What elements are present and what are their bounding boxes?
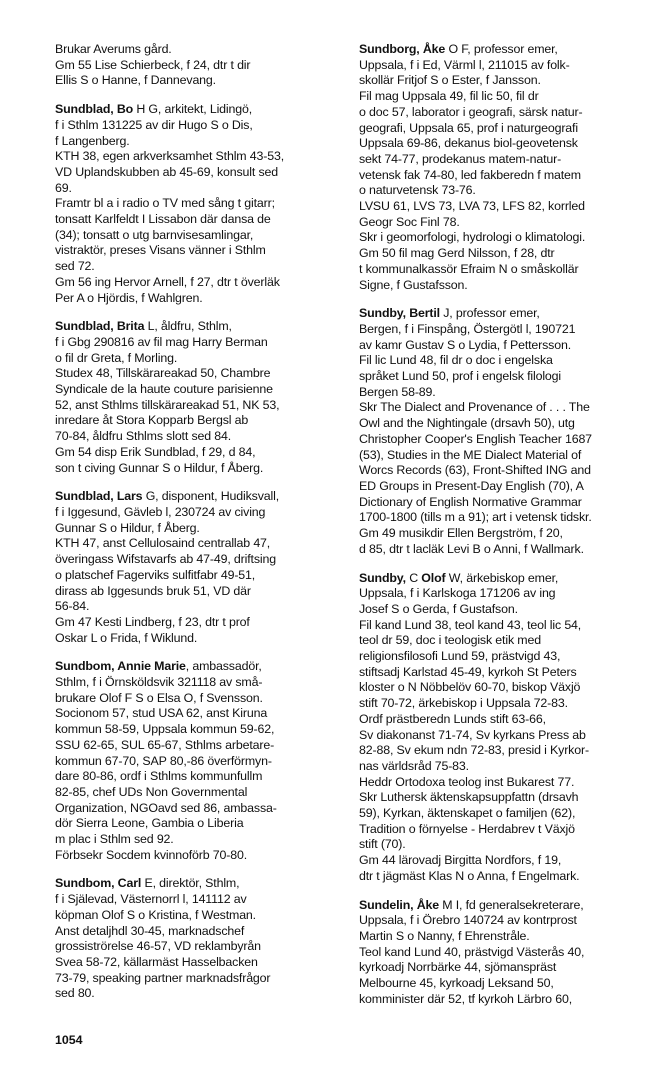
entry-line	[359, 42, 655, 58]
entry-text: 82-85, chef UDs Non Governmental	[55, 784, 248, 799]
biography-entry	[55, 319, 350, 476]
entry-line	[55, 366, 350, 382]
biography-entry	[55, 876, 350, 1002]
entry-line	[55, 584, 350, 600]
entry-line	[55, 73, 350, 89]
biography-entry	[55, 659, 350, 863]
entry-text: f i Iggesund, Gävleb l, 230724 av civing	[55, 504, 266, 519]
entry-text: 56-84.	[55, 599, 90, 614]
entry-line	[55, 631, 350, 647]
entry-line	[55, 505, 350, 521]
entry-name: Sundblad, Brita	[55, 319, 145, 334]
entry-line	[55, 398, 350, 414]
entry-line	[359, 215, 655, 231]
entry-line	[359, 400, 655, 416]
entry-text: E, direktör, Sthlm,	[141, 876, 240, 891]
entry-line	[55, 832, 350, 848]
entry-text: 52, anst Sthlms tillskärareakad 51, NK 53,	[55, 397, 280, 412]
entry-text: t kommunalkassör Efraim N o småskollär	[359, 261, 579, 276]
entry-text: 59), Kyrkan, äktenskapet o familjen (62),	[359, 806, 576, 821]
entry-text: grossiströrelse 46-57, VD reklambyrån	[55, 939, 261, 954]
entry-line	[359, 586, 655, 602]
entry-text: vistraktör, preses Visans vänner i Sthlm	[55, 243, 266, 258]
entry-line	[359, 806, 655, 822]
entry-text: m plac i Sthlm sed 92.	[55, 832, 174, 847]
entry-text: Framtr bl a i radio o TV med sång t gitarr;	[55, 196, 275, 211]
entry-text: kommun 67-70, SAP 80,-86 överförmyn-	[55, 753, 272, 768]
entry-name: Sundby,	[359, 570, 406, 585]
entry-line	[359, 432, 655, 448]
entry-line	[55, 445, 350, 461]
entry-line	[55, 738, 350, 754]
entry-line	[359, 898, 655, 914]
entry-line	[359, 495, 655, 511]
entry-text: kyrkoadj Norrbärke 44, sjömanspräst	[359, 960, 557, 975]
entry-line	[359, 837, 655, 853]
entry-text: Geogr Soc Finl 78.	[359, 214, 460, 229]
entry-text: Socionom 57, stud USA 62, anst Kiruna	[55, 706, 268, 721]
entry-name: Sundborg, Åke	[359, 42, 446, 56]
entry-text: religionsfilosofi Lund 59, prästvigd 43,	[359, 649, 561, 664]
entry-line	[359, 463, 655, 479]
entry-line	[55, 181, 350, 197]
entry-line	[359, 743, 655, 759]
entry-line	[55, 848, 350, 864]
entry-text: (34); tonsatt o utg barnvisesamlingar,	[55, 227, 254, 242]
entry-line	[359, 853, 655, 869]
entry-text: kommun 58-59, Uppsala kommun 59-62,	[55, 722, 275, 737]
entry-text: W, ärkebiskop emer,	[445, 570, 559, 585]
entry-line	[55, 785, 350, 801]
entry-text: nas världsråd 75-83.	[359, 758, 469, 773]
entry-text: Melbourne 45, kyrkoadj Leksand 50,	[359, 976, 554, 991]
entry-text: Förbsekr Socdem kvinnoförb 70-80.	[55, 847, 248, 862]
entry-line	[359, 262, 655, 278]
entry-text: J, professor emer,	[439, 306, 540, 321]
entry-line	[55, 801, 350, 817]
entry-text: Bergen 58-89.	[359, 384, 436, 399]
entry-line	[55, 675, 350, 691]
entry-text: vetensk fak 74-80, led fakberedn f matem	[359, 167, 581, 182]
entry-line	[359, 183, 655, 199]
entry-line	[359, 759, 655, 775]
entry-line	[359, 479, 655, 495]
entry-text: dtr t jägmäst Klas N o Anna, f Engelmark.	[359, 868, 580, 883]
entry-line	[55, 876, 350, 892]
entry-text: d 85, dtr t lacläk Levi B o Anni, f Wallmark.	[359, 541, 584, 556]
entry-text: Josef S o Gerda, f Gustafson.	[359, 601, 518, 616]
entry-text: Fil kand Lund 38, teol kand 43, teol lic 54,	[359, 617, 582, 632]
entry-line	[359, 369, 655, 385]
left-column	[55, 42, 350, 1015]
entry-text: språket Lund 50, prof i engelsk filologi	[359, 369, 562, 384]
entry-line	[359, 58, 655, 74]
entry-line	[359, 89, 655, 105]
entry-text: kloster o N Nöbbelöv 60-70, biskop Växjö	[359, 680, 581, 695]
entry-line	[359, 230, 655, 246]
entry-text: O F, professor emer,	[445, 42, 558, 56]
entry-text: Gunnar S o Hildur, f Åberg.	[55, 520, 200, 535]
entry-line	[55, 659, 350, 675]
entry-text: Skr The Dialect and Provenance of . . . The	[359, 400, 590, 415]
biography-entry	[359, 42, 655, 293]
entry-text: 82-88, Sv ekum ndn 72-83, presid i Kyrkor-	[359, 743, 589, 758]
entry-text: Studex 48, Tillskärareakad 50, Chambre	[55, 366, 271, 381]
biography-entry	[55, 102, 350, 306]
entry-line	[359, 696, 655, 712]
entry-text: 1700-1800 (tills m a 91); art i vetensk tidskr.	[359, 510, 592, 525]
entry-text: Ordf prästberedn Lunds stift 63-66,	[359, 711, 546, 726]
entry-line	[359, 510, 655, 526]
entry-text: teol dr 59, doc i teologisk etik med	[359, 633, 541, 648]
entry-line	[55, 908, 350, 924]
entry-text: Teol kand Lund 40, prästvigd Västerås 40,	[359, 944, 585, 959]
entry-name: Sundby, Bertil	[359, 306, 440, 321]
entry-line	[359, 960, 655, 976]
entry-line	[359, 136, 655, 152]
entry-text: Gm 49 musikdir Ellen Bergström, f 20,	[359, 526, 563, 541]
biography-entry	[359, 571, 655, 885]
entry-line	[55, 42, 350, 58]
entry-text: Heddr Ortodoxa teolog inst Bukarest 77.	[359, 774, 575, 789]
entry-text: Gm 50 fil mag Gerd Nilsson, f 28, dtr	[359, 246, 555, 261]
entry-line	[359, 73, 655, 89]
entry-name: Sundblad, Bo	[55, 102, 134, 117]
entry-line	[359, 649, 655, 665]
entry-line	[55, 196, 350, 212]
entry-text: H G, arkitekt, Lidingö,	[133, 102, 253, 117]
entry-line	[55, 351, 350, 367]
entry-text: Gm 47 Kesti Lindberg, f 23, dtr t prof	[55, 614, 250, 629]
entry-line	[55, 816, 350, 832]
entry-line	[55, 754, 350, 770]
entry-text: skollär Fritjof S o Ester, f Jansson.	[359, 73, 541, 88]
entry-text: KTH 38, egen arkverksamhet Sthlm 43-53,	[55, 149, 284, 164]
entry-name: Sundbom, Annie Marie	[55, 659, 186, 674]
entry-line	[359, 338, 655, 354]
entry-line	[359, 976, 655, 992]
entry-line	[55, 429, 350, 445]
entry-line	[55, 769, 350, 785]
entry-text: f i Själevad, Västernorrl l, 141112 av	[55, 892, 247, 907]
entry-line	[55, 599, 350, 615]
entry-line	[359, 680, 655, 696]
entry-text: Signe, f Gustafsson.	[359, 277, 468, 292]
entry-line	[359, 385, 655, 401]
entry-text: Skr i geomorfologi, hydrologi o klimatologi.	[359, 230, 586, 245]
entry-text: Gm 56 ing Hervor Arnell, f 27, dtr t överläk	[55, 274, 280, 289]
biography-entry	[359, 306, 655, 557]
entry-text: Uppsala, f i Ed, Värml l, 211015 av folk-	[359, 57, 570, 72]
entry-line	[55, 149, 350, 165]
entry-line	[55, 259, 350, 275]
entry-text: dör Sierra Leone, Gambia o Liberia	[55, 816, 244, 831]
entry-name: Sundbom, Carl	[55, 876, 142, 891]
entry-line	[359, 306, 655, 322]
entry-line	[55, 971, 350, 987]
entry-line	[359, 571, 655, 587]
entry-text: SSU 62-65, SUL 65-67, Sthlms arbetare-	[55, 737, 275, 752]
entry-text: son t civing Gunnar S o Hildur, f Åberg.	[55, 460, 264, 475]
entry-text: 70-84, åldfru Sthlms slott sed 84.	[55, 429, 232, 444]
entry-text: f Langenberg.	[55, 133, 130, 148]
entry-text: geografi, Uppsala 65, prof i naturgeografi	[359, 120, 578, 135]
entry-text: sed 72.	[55, 259, 95, 274]
page-number: 1054	[55, 1033, 83, 1047]
entry-text: överingass Wifstavarfs ab 47-49, driftsing	[55, 552, 276, 567]
biography-entry	[55, 42, 350, 89]
entry-line	[359, 633, 655, 649]
entry-text: Gm 44 lärovadj Birgitta Nordfors, f 19,	[359, 853, 562, 868]
entry-text: Oskar L o Frida, f Wiklund.	[55, 630, 198, 645]
entry-text: komminister där 52, tf kyrkoh Lärbro 60,	[359, 991, 572, 1006]
entry-text: Uppsala, f i Karlskoga 171206 av ing	[359, 586, 556, 601]
entry-text: Tradition o förnyelse - Herdabrev t Växjö	[359, 821, 575, 836]
entry-text: Uppsala 69-86, dekanus biol-geovetensk	[359, 136, 578, 151]
entry-line	[55, 243, 350, 259]
entry-line	[55, 955, 350, 971]
entry-text: Owl and the Nightingale (drsavh 50), utg	[359, 416, 575, 431]
entry-line	[359, 168, 655, 184]
entry-text: av kamr Gustav S o Lydia, f Pettersson.	[359, 337, 571, 352]
entry-name: Olof	[421, 570, 446, 585]
entry-text: Worcs Records (63), Front-Shifted ING and	[359, 463, 591, 478]
entry-text: KTH 47, anst Cellulosaind centrallab 47,	[55, 536, 271, 551]
entry-text: , ambassadör,	[185, 659, 262, 674]
entry-line	[359, 526, 655, 542]
entry-text: Gm 54 disp Erik Sundblad, f 29, d 84,	[55, 444, 256, 459]
entry-text: dirass ab Iggesunds bruk 51, VD där	[55, 583, 251, 598]
entry-line	[359, 353, 655, 369]
entry-line	[359, 246, 655, 262]
entry-text: Organization, NGOavd sed 86, ambassa-	[55, 800, 277, 815]
entry-text: f i Sthlm 131225 av dir Hugo S o Dis,	[55, 117, 253, 132]
entry-line	[359, 665, 655, 681]
entry-line	[359, 416, 655, 432]
entry-text: Svea 58-72, källarmäst Hasselbacken	[55, 954, 258, 969]
entry-line	[359, 728, 655, 744]
entry-text: LVSU 61, LVS 73, LVA 73, LFS 82, korrled	[359, 199, 585, 214]
entry-line	[55, 615, 350, 631]
entry-text: Martin S o Nanny, f Ehrenstråle.	[359, 928, 530, 943]
entry-line	[55, 986, 350, 1002]
entry-text: inredare åt Stora Kopparb Bergsl ab	[55, 413, 249, 428]
entry-line	[359, 992, 655, 1008]
entry-text: brukare Olof F S o Elsa O, f Svensson.	[55, 690, 263, 705]
entry-line	[359, 278, 655, 294]
entry-text: ED Groups in Present-Day English (70), A	[359, 478, 584, 493]
entry-line	[55, 536, 350, 552]
entry-text: stift (70).	[359, 837, 406, 852]
entry-line	[359, 775, 655, 791]
entry-text: f i Gbg 290816 av fil mag Harry Berman	[55, 334, 268, 349]
entry-line	[55, 118, 350, 134]
entry-line	[359, 618, 655, 634]
entry-line	[55, 134, 350, 150]
entry-line	[359, 929, 655, 945]
entry-line	[55, 691, 350, 707]
entry-text: Brukar Averums gård.	[55, 42, 172, 56]
entry-line	[55, 102, 350, 118]
entry-name: Sundelin, Åke	[359, 897, 439, 912]
entry-text: o fil dr Greta, f Morling.	[55, 350, 178, 365]
entry-text: (53), Studies in the ME Dialect Material of	[359, 447, 582, 462]
entry-text: Syndicale de la haute couture parisienne	[55, 382, 273, 397]
entry-text: sed 80.	[55, 986, 95, 1001]
entry-name: Sundblad, Lars	[55, 489, 143, 504]
entry-line	[359, 945, 655, 961]
entry-line	[55, 165, 350, 181]
entry-line	[55, 212, 350, 228]
entry-text: M I, fd generalsekreterare,	[438, 897, 584, 912]
entry-line	[55, 924, 350, 940]
entry-line	[55, 319, 350, 335]
entry-text: Gm 55 Lise Schierbeck, f 24, dtr t dir	[55, 57, 251, 72]
entry-text: Uppsala, f i Örebro 140724 av kontrprost	[359, 913, 577, 928]
entry-line	[55, 228, 350, 244]
entry-text: Dictionary of English Normative Grammar	[359, 494, 582, 509]
entry-text: VD Uplandskubben ab 45-69, konsult sed	[55, 164, 278, 179]
entry-line	[359, 913, 655, 929]
entry-text: Fil lic Lund 48, fil dr o doc i engelska	[359, 353, 553, 368]
entry-line	[55, 58, 350, 74]
entry-line	[55, 413, 350, 429]
entry-text: Skr Luthersk äktenskapsuppfattn (drsavh	[359, 790, 579, 805]
entry-line	[55, 291, 350, 307]
entry-line	[55, 489, 350, 505]
entry-line	[55, 722, 350, 738]
entry-text: o doc 57, laborator i geografi, särsk natur-	[359, 104, 583, 119]
entry-text: Bergen, f i Finspång, Östergötl l, 190721	[359, 321, 576, 336]
biography-entry	[55, 489, 350, 646]
entry-text: Sv diakonanst 71-74, Sv kyrkans Press ab	[359, 727, 586, 742]
entry-line	[359, 790, 655, 806]
entry-text: L, åldfru, Sthlm,	[144, 319, 232, 334]
entry-line	[55, 461, 350, 477]
entry-text: 73-79, speaking partner marknadsfrågor	[55, 970, 271, 985]
entry-text: stiftsadj Karlstad 45-49, kyrkoh St Peters	[359, 664, 577, 679]
entry-line	[359, 322, 655, 338]
entry-line	[55, 706, 350, 722]
entry-line	[359, 152, 655, 168]
entry-line	[359, 542, 655, 558]
entry-text: Christopher Cooper's English Teacher 1687	[359, 431, 592, 446]
entry-line	[359, 712, 655, 728]
entry-text: G, disponent, Hudiksvall,	[142, 489, 280, 504]
entry-line	[359, 822, 655, 838]
entry-line	[55, 892, 350, 908]
entry-text: tonsatt Karlfeldt I Lissabon där dansa de	[55, 212, 271, 227]
entry-text: Sthlm, f i Örnsköldsvik 321118 av små-	[55, 675, 263, 690]
entry-text: dare 80-86, ordf i Sthlms kommunfullm	[55, 769, 263, 784]
entry-line	[55, 568, 350, 584]
entry-text: stift 70-72, ärkebiskop i Uppsala 72-83.	[359, 696, 568, 711]
entry-line	[55, 275, 350, 291]
entry-line	[55, 382, 350, 398]
entry-text: 69.	[55, 180, 72, 195]
right-column	[359, 42, 655, 1020]
entry-line	[359, 121, 655, 137]
entry-text: Ellis S o Hanne, f Dannevang.	[55, 73, 216, 88]
entry-line	[359, 105, 655, 121]
entry-text: Fil mag Uppsala 49, fil lic 50, fil dr	[359, 89, 539, 104]
entry-text: C	[405, 570, 422, 585]
entry-line	[55, 521, 350, 537]
entry-text: Anst detaljhdl 30-45, marknadschef	[55, 923, 245, 938]
entry-line	[359, 869, 655, 885]
entry-line	[55, 939, 350, 955]
entry-text: o platschef Fagerviks sulfitfabr 49-51,	[55, 567, 256, 582]
entry-text: Per A o Hjördis, f Wahlgren.	[55, 290, 203, 305]
entry-line	[55, 552, 350, 568]
entry-line	[359, 602, 655, 618]
entry-line	[359, 448, 655, 464]
biography-entry	[359, 898, 655, 1008]
entry-text: köpman Olof S o Kristina, f Westman.	[55, 907, 256, 922]
entry-text: sekt 74-77, prodekanus matem-natur-	[359, 151, 562, 166]
entry-line	[55, 335, 350, 351]
entry-line	[359, 199, 655, 215]
entry-text: o naturvetensk 73-76.	[359, 183, 476, 198]
